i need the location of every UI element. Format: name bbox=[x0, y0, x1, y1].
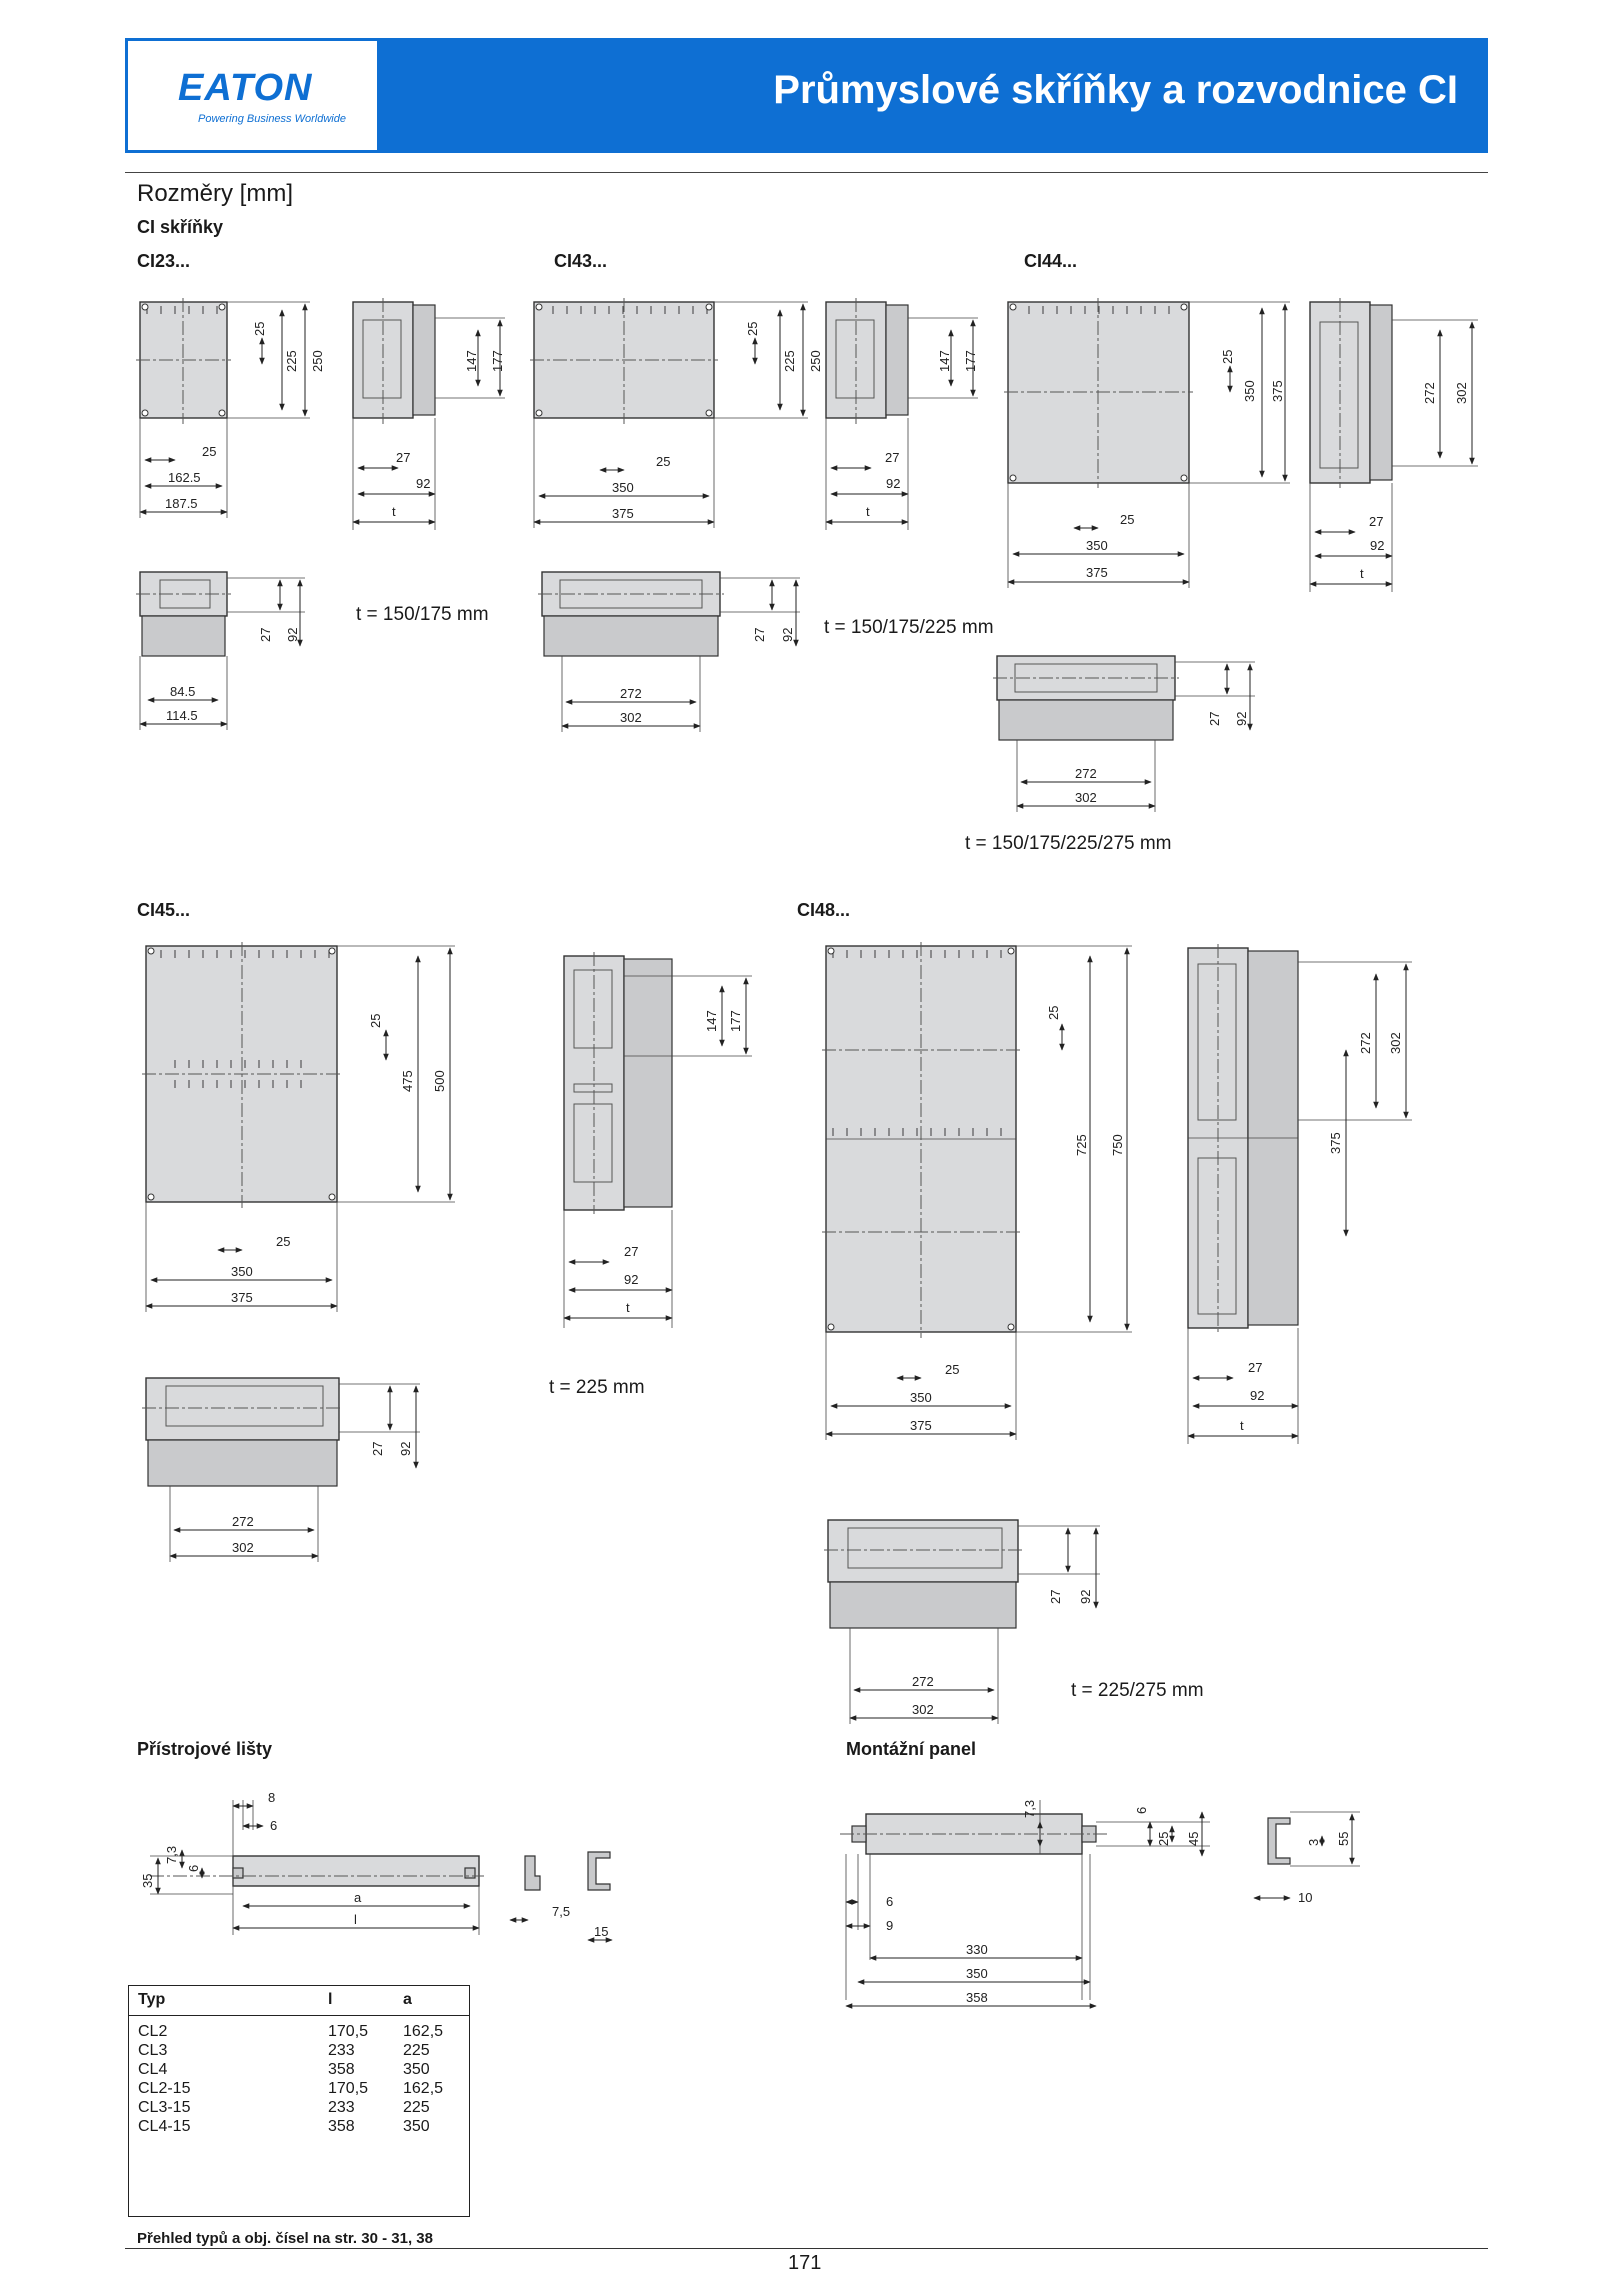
dim-label: 25 bbox=[252, 321, 267, 336]
dim-label: 92 bbox=[416, 476, 431, 491]
rail-drawing bbox=[150, 1800, 612, 1940]
dim-label: 92 bbox=[1234, 711, 1249, 726]
cell-a: 350 bbox=[403, 2061, 430, 2078]
table-row bbox=[128, 2117, 470, 2144]
dim-label: 302 bbox=[1454, 382, 1469, 404]
dim-label: 27 bbox=[370, 1441, 385, 1456]
rails-footnote: Přehled typů a obj. čísel na str. 30 - 31, 38 bbox=[137, 2230, 433, 2247]
ci43-front-view bbox=[530, 298, 808, 528]
cell-l: 170,5 bbox=[328, 2023, 369, 2040]
dim-label: 358 bbox=[966, 1990, 988, 2005]
dim-label: 25 bbox=[1046, 1005, 1061, 1020]
cell-typ: CL3-15 bbox=[138, 2099, 191, 2116]
dim-label: 27 bbox=[1248, 1360, 1263, 1375]
dim-label: 25 bbox=[1220, 349, 1235, 364]
dim-label: 147 bbox=[937, 350, 952, 372]
ci45-front-view bbox=[142, 942, 455, 1312]
dim-label: 375 bbox=[910, 1418, 932, 1433]
dim-label: 162.5 bbox=[168, 470, 201, 485]
dim-label: 114.5 bbox=[166, 708, 198, 723]
dim-label: 27 bbox=[624, 1244, 639, 1259]
dim-label: 272 bbox=[620, 686, 642, 701]
dim-label: 225 bbox=[782, 350, 797, 372]
dim-label: 25 bbox=[1156, 1831, 1171, 1846]
dim-label: 27 bbox=[1048, 1589, 1063, 1604]
dim-label: 272 bbox=[1075, 766, 1097, 781]
dim-label: a bbox=[354, 1890, 362, 1905]
dim-label: 500 bbox=[432, 1070, 447, 1092]
dim-label: 15 bbox=[594, 1924, 609, 1939]
panel-drawing bbox=[840, 1800, 1360, 2006]
cell-typ: CL4-15 bbox=[138, 2118, 191, 2135]
table-row bbox=[128, 2016, 470, 2042]
cell-l: 358 bbox=[328, 2061, 355, 2078]
dim-label: 6 bbox=[270, 1818, 278, 1833]
cell-a: 225 bbox=[403, 2099, 430, 2116]
dim-label: 375 bbox=[612, 506, 634, 521]
depth-note-ci45: t = 225 mm bbox=[549, 1377, 645, 1398]
dim-label: 250 bbox=[310, 350, 325, 372]
dim-label: 225 bbox=[284, 350, 299, 372]
cell-typ: CL2 bbox=[138, 2023, 168, 2040]
dim-label: t bbox=[1360, 566, 1364, 581]
dim-label: 25 bbox=[745, 321, 760, 336]
dim-label: 302 bbox=[912, 1702, 934, 1717]
dim-label: t bbox=[866, 504, 870, 519]
dim-label: 272 bbox=[1422, 382, 1437, 404]
logo-wordmark: EATON bbox=[178, 67, 313, 109]
dim-label: 350 bbox=[966, 1966, 988, 1981]
dim-label: 8 bbox=[268, 1790, 276, 1805]
dim-label: 750 bbox=[1110, 1134, 1125, 1156]
dim-label: 302 bbox=[232, 1540, 254, 1555]
dim-label: 475 bbox=[400, 1070, 415, 1092]
dim-label: 45 bbox=[1186, 1831, 1201, 1846]
label-ci44: CI44... bbox=[1024, 251, 1078, 271]
ci23-front-view bbox=[136, 298, 310, 518]
dim-label: 6 bbox=[186, 1864, 201, 1872]
cell-l: 233 bbox=[328, 2099, 355, 2116]
dim-label: 35 bbox=[140, 1873, 155, 1888]
cell-l: 233 bbox=[328, 2042, 355, 2059]
dim-label: 92 bbox=[285, 627, 300, 642]
dim-label: 27 bbox=[1207, 711, 1222, 726]
label-ci43: CI43... bbox=[554, 251, 608, 271]
rail-table bbox=[128, 1985, 470, 2144]
dim-label: t bbox=[626, 1300, 630, 1315]
dim-label: 147 bbox=[464, 350, 479, 372]
dim-label: t bbox=[1240, 1418, 1244, 1433]
label-ci48: CI48... bbox=[797, 900, 851, 920]
ci45-top-view bbox=[142, 1378, 420, 1562]
cell-l: 358 bbox=[328, 2118, 355, 2135]
dim-label: 25 bbox=[368, 1013, 383, 1028]
ci44-side-view bbox=[1310, 298, 1478, 592]
ci44-front-view bbox=[1004, 298, 1290, 588]
dim-label: 177 bbox=[490, 350, 505, 372]
cell-typ: CL3 bbox=[138, 2042, 168, 2059]
panel-title: Montážní panel bbox=[846, 1739, 976, 1759]
table-row bbox=[128, 2079, 470, 2098]
section-title: Rozměry [mm] bbox=[137, 180, 293, 207]
dim-label: 92 bbox=[1370, 538, 1385, 553]
dim-label: 25 bbox=[1120, 512, 1135, 527]
dim-label: 25 bbox=[202, 444, 217, 459]
dim-label: 9 bbox=[886, 1918, 894, 1933]
ci48-front-view bbox=[822, 942, 1132, 1440]
dim-label: 27 bbox=[752, 627, 767, 642]
dim-label: 375 bbox=[1086, 565, 1108, 580]
dim-label: 302 bbox=[620, 710, 642, 725]
dim-label: 147 bbox=[704, 1010, 719, 1032]
ci48-top-view bbox=[824, 1520, 1100, 1724]
dim-label: 177 bbox=[728, 1010, 743, 1032]
dim-label: 7,5 bbox=[552, 1904, 571, 1919]
dim-label: 92 bbox=[624, 1272, 639, 1287]
dim-label: 92 bbox=[1078, 1589, 1093, 1604]
dim-label: 7,3 bbox=[164, 1845, 179, 1864]
dim-label: 25 bbox=[945, 1362, 960, 1377]
label-ci45: CI45... bbox=[137, 900, 191, 920]
table-header-row bbox=[128, 1985, 470, 2016]
depth-note-ci43: t = 150/175/225 mm bbox=[824, 617, 994, 638]
cell-l: 170,5 bbox=[328, 2080, 369, 2097]
dim-label: 302 bbox=[1075, 790, 1097, 805]
col-header-a: a bbox=[393, 1985, 470, 2016]
depth-note-ci48: t = 225/275 mm bbox=[1071, 1680, 1204, 1701]
ci23-top-view bbox=[136, 572, 305, 730]
dim-label: 92 bbox=[1250, 1388, 1265, 1403]
dim-label: 92 bbox=[398, 1441, 413, 1456]
dim-label: 84.5 bbox=[170, 684, 196, 699]
depth-note-ci23: t = 150/175 mm bbox=[356, 604, 489, 625]
dim-label: 272 bbox=[912, 1674, 934, 1689]
dim-label: 6 bbox=[1134, 1806, 1149, 1814]
dim-label: 330 bbox=[966, 1942, 988, 1957]
cell-a: 350 bbox=[403, 2118, 430, 2135]
footer-rule bbox=[125, 2248, 1488, 2249]
page-number: 171 bbox=[788, 2252, 822, 2274]
ci43-top-view bbox=[538, 572, 800, 732]
label-ci23: CI23... bbox=[137, 251, 191, 271]
dim-label: 375 bbox=[231, 1290, 253, 1305]
ci43-side-view bbox=[826, 298, 978, 530]
dim-label: 7,3 bbox=[1022, 1799, 1037, 1818]
dim-label: 350 bbox=[1086, 538, 1108, 553]
dim-label: 272 bbox=[1358, 1032, 1373, 1054]
dim-label: 10 bbox=[1298, 1890, 1313, 1905]
cell-a: 162,5 bbox=[403, 2023, 444, 2040]
col-header-typ: Typ bbox=[128, 1985, 318, 2016]
dim-label: 725 bbox=[1074, 1134, 1089, 1156]
table-row bbox=[128, 2060, 470, 2079]
depth-note-ci44: t = 150/175/225/275 mm bbox=[965, 833, 1172, 854]
col-header-l: l bbox=[318, 1985, 393, 2016]
logo-tagline: Powering Business Worldwide bbox=[198, 113, 346, 125]
cell-typ: CL2-15 bbox=[138, 2080, 191, 2097]
ci23-side-view bbox=[353, 298, 505, 530]
dim-label: 27 bbox=[885, 450, 900, 465]
page-title: Průmyslové skříňky a rozvodnice CI bbox=[773, 68, 1458, 112]
dim-label: 350 bbox=[910, 1390, 932, 1405]
dim-label: 350 bbox=[612, 480, 634, 495]
dim-label: 27 bbox=[396, 450, 411, 465]
dim-label: 6 bbox=[886, 1894, 894, 1909]
dim-label: 92 bbox=[886, 476, 901, 491]
dim-label: 187.5 bbox=[165, 496, 198, 511]
dim-label: 27 bbox=[258, 627, 273, 642]
dim-label: 3 bbox=[1306, 1838, 1321, 1846]
dim-label: 177 bbox=[963, 350, 978, 372]
cell-typ: CL4 bbox=[138, 2061, 168, 2078]
dim-label: 55 bbox=[1336, 1831, 1351, 1846]
subsection-title: CI skříňky bbox=[137, 217, 224, 237]
ci48-side-view bbox=[1188, 944, 1412, 1444]
dim-label: 350 bbox=[1242, 380, 1257, 402]
dim-label: 92 bbox=[780, 627, 795, 642]
dim-label: 350 bbox=[231, 1264, 253, 1279]
dim-label: 25 bbox=[656, 454, 671, 469]
cell-a: 162,5 bbox=[403, 2080, 444, 2097]
dim-label: 302 bbox=[1388, 1032, 1403, 1054]
dim-label: 272 bbox=[232, 1514, 254, 1529]
table-row bbox=[128, 2098, 470, 2117]
ci44-top-view bbox=[993, 656, 1255, 812]
dim-label: 375 bbox=[1270, 380, 1285, 402]
dim-label: t bbox=[392, 504, 396, 519]
ci45-side-view bbox=[564, 952, 752, 1328]
rails-title: Přístrojové lišty bbox=[137, 1739, 273, 1759]
dim-label: 27 bbox=[1369, 514, 1384, 529]
dim-label: 375 bbox=[1328, 1132, 1343, 1154]
dim-label: 25 bbox=[276, 1234, 291, 1249]
dim-label: l bbox=[354, 1912, 357, 1927]
cell-a: 225 bbox=[403, 2042, 430, 2059]
table-row bbox=[128, 2041, 470, 2060]
dim-label: 250 bbox=[808, 350, 823, 372]
